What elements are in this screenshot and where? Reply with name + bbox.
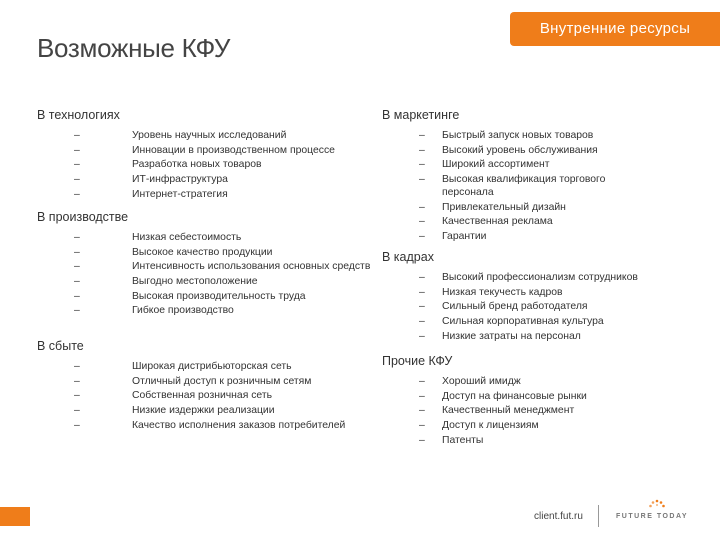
section-sales [37,339,346,433]
list-item-text: Доступ к лицензиям [442,420,539,432]
list-item [37,404,372,417]
bullet-dash: – [419,216,425,228]
list-item-text: Качественная реклама [442,216,553,228]
item-list [37,360,346,432]
list-item [382,286,642,299]
list-item-text: Отличный доступ к розничным сетям [132,375,312,387]
list-item-text: Низкая себестоимость [132,232,242,243]
section-title: В кадрах [382,250,434,264]
list-item-text: Высокая квалификация торгового персонала [442,174,606,199]
section-production [37,210,371,319]
list-item-text: Широкая дистрибьюторская сеть [132,361,292,372]
section-title: В маркетинге [382,108,460,122]
site-url: client.fut.ru [534,511,583,522]
list-item [37,129,372,142]
bullet-dash: – [74,246,80,258]
list-item [382,271,642,284]
item-list [37,231,371,317]
bullet-dash: – [419,231,425,243]
list-item [382,230,642,243]
bullet-dash: – [74,405,80,417]
section-other [382,354,682,448]
section-title: В сбыте [37,339,84,353]
bullet-dash: – [419,316,425,328]
bullet-dash: – [74,276,80,288]
footer-divider [598,505,599,527]
list-item [382,215,642,228]
bullet-dash: – [74,419,80,431]
list-item-text: Высокое качество продукции [132,246,273,258]
accent-block [0,507,30,526]
list-item-text: Собственная розничная сеть [132,390,273,402]
bullet-dash: – [419,286,425,298]
list-item-text: Качество исполнения заказов потребителей [132,419,346,431]
list-item [37,246,372,259]
list-item [382,419,642,432]
list-item [382,434,642,447]
list-item [37,290,372,303]
bullet-dash: – [74,174,80,186]
list-item-text: Патенты [442,434,484,446]
list-item [382,404,642,417]
list-item [37,375,372,388]
list-item [382,173,642,199]
bullet-dash: – [419,144,425,156]
list-item [37,158,372,171]
bullet-dash: – [419,174,425,186]
list-item [37,188,372,201]
bullet-dash: – [419,330,425,342]
bullet-dash: – [74,144,80,156]
bullet-dash: – [419,130,425,141]
item-list [382,129,682,243]
list-item [37,360,372,373]
bullet-dash: – [74,232,80,243]
list-item [382,375,642,388]
bullet-dash: – [419,159,425,171]
list-item-text: Гарантии [442,231,487,243]
list-item-text: Выгодно местоположение [132,276,258,288]
list-item-text: Интенсивность использования основных средств [132,261,371,273]
bullet-dash: – [74,375,80,387]
list-item-text: Уровень научных исследований [132,130,287,141]
list-item [37,260,372,273]
list-item-text: Привлекательный дизайн [442,201,566,213]
list-item-text: Хороший имидж [442,376,521,387]
list-item [37,389,372,402]
list-item [37,173,372,186]
list-item-text: Низкая текучесть кадров [442,286,563,298]
list-item-text: Инновации в производственном процессе [132,144,335,156]
bullet-dash: – [419,390,425,402]
section-title: В производстве [37,210,129,224]
item-list [37,129,337,201]
list-item-text: Широкий ассортимент [442,159,550,171]
list-item-text: Низкие издержки реализации [132,405,275,417]
list-item [37,419,372,432]
list-item [382,300,642,313]
section-title: Прочие КФУ [382,354,453,368]
bullet-dash: – [419,405,425,417]
item-list [382,375,682,447]
section-tech [37,108,337,202]
list-item [382,390,642,403]
bullet-dash: – [74,390,80,402]
section-hr [382,250,682,344]
list-item-text: Гибкое производство [132,305,234,317]
page-title: Возможные КФУ [37,33,231,63]
list-item [37,275,372,288]
list-item-text: ИТ-инфраструктура [132,174,228,186]
list-item-text: Высокая производительность труда [132,290,306,302]
list-item-text: Качественный менеджмент [442,405,575,417]
list-item-text: Быстрый запуск новых товаров [442,130,594,141]
bullet-dash: – [419,376,425,387]
list-item-text: Разработка новых товаров [132,159,262,171]
list-item [37,144,372,157]
bullet-dash: – [419,434,425,446]
bullet-dash: – [419,272,425,283]
list-item-text: Низкие затраты на персонал [442,330,581,342]
list-item [37,231,372,244]
section-tag: Внутренние ресурсы [510,12,720,46]
bullet-dash: – [419,301,425,313]
list-item [382,330,642,343]
list-item-text: Высокий профессионализм сотрудников [442,272,638,283]
bullet-dash: – [419,420,425,432]
list-item [382,315,642,328]
bullet-dash: – [74,305,80,317]
list-item-text: Высокий уровень обслуживания [442,144,598,156]
brand-logo: FUTURE TODAY [616,513,689,520]
list-item [382,201,642,214]
bullet-dash: – [419,201,425,213]
bullet-dash: – [74,159,80,171]
list-item-text: Доступ на финансовые рынки [442,390,587,402]
list-item [382,129,642,142]
bullet-dash: – [74,290,80,302]
item-list [382,271,682,343]
section-title: В технологиях [37,108,120,122]
bullet-dash: – [74,188,80,200]
bullet-dash: – [74,261,80,273]
list-item [382,158,642,171]
list-item-text: Сильная корпоративная культура [442,316,604,328]
list-item [37,304,372,317]
section-marketing [382,108,682,245]
list-item-text: Сильный бренд работодателя [442,301,588,313]
bullet-dash: – [74,361,80,372]
list-item [382,144,642,157]
list-item-text: Интернет-стратегия [132,188,228,200]
bullet-dash: – [74,130,80,141]
